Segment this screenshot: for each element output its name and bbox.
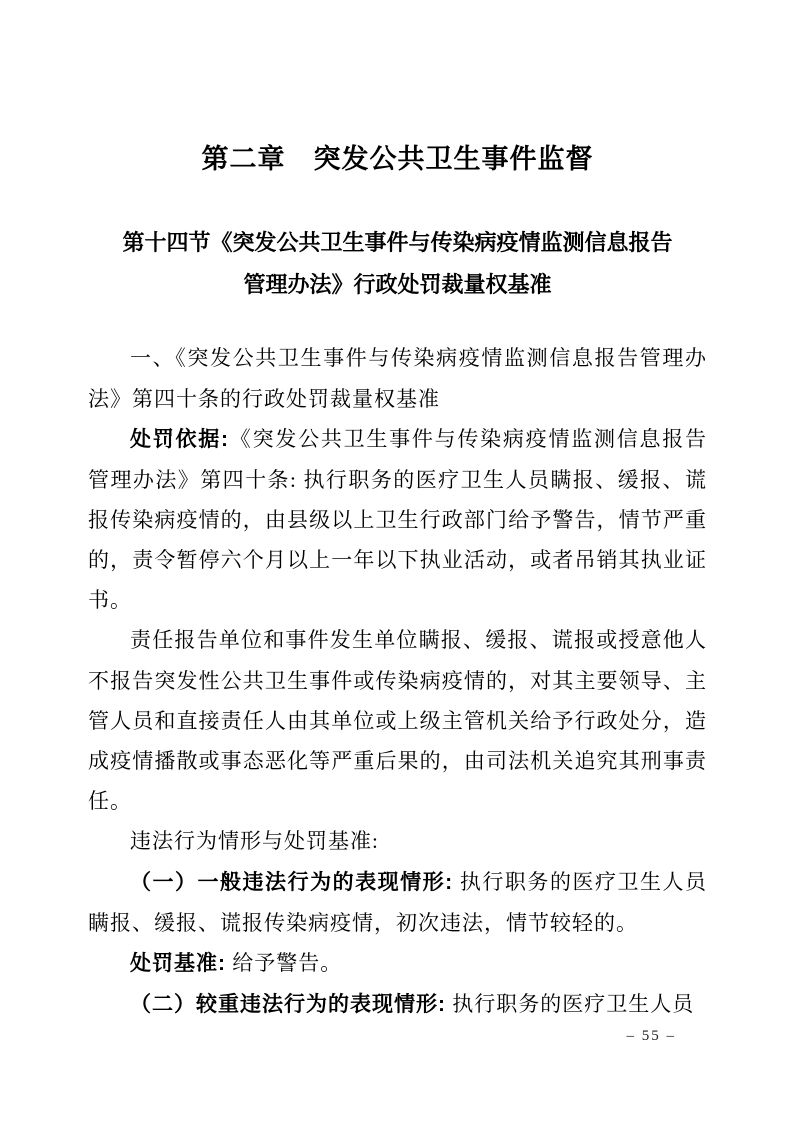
paragraph-lead: 处罚基准: [130,952,226,975]
section-title-line2: 管理办法》行政处罚裁量权基准 [243,272,552,297]
paragraph-text: 执行职务的医疗卫生人员瞒报、缓报、谎报传染病疫情，初次违法，情节较轻的。 [88,870,707,935]
paragraph-general-violation [88,862,707,943]
paragraph-text: 一、《突发公共卫生事件与传染病疫情监测信息报告管理办法》第四十条的行政处罚裁量权基准 [88,346,707,411]
paragraph-text: 违法行为情形与处罚基准: [130,829,379,853]
paragraph-text: 《突发公共卫生事件与传染病疫情监测信息报告管理办法》第四十条: 执行职务的医疗卫生人员瞒报、缓报、谎报传染病疫情的，由县级以上卫生行政部门给予警告，情节严重的，责令暂停六个月以上一年以下执业活动，或者吊销其执业证书。 [88,427,708,612]
section-title-line1: 第十四节《突发公共卫生事件与传染病疫情监测信息报告 [122,230,673,255]
paragraph-situations-heading [88,821,707,862]
paragraph-lead: （二）较重违法行为的表现情形: [130,993,446,1016]
chapter-title: 第二章 突发公共卫生事件监督 [201,144,594,174]
section-title [88,222,707,306]
paragraph-penalty-standard [88,943,707,984]
paragraph-serious-violation [88,984,707,1025]
paragraph-lead: 处罚依据: [130,428,230,451]
paragraph-penalty-basis [88,419,707,620]
body-text [88,338,707,1025]
paragraph-responsibility [88,620,707,821]
paragraph-text: 执行职务的医疗卫生人员 [446,992,695,1016]
paragraph-lead: （一）一般违法行为的表现情形: [130,871,454,894]
paragraph-text: 责任报告单位和事件发生单位瞒报、缓报、谎报或授意他人不报告突发性公共卫生事件或传染病疫情的，对其主要领导、主管人员和直接责任人由其单位或上级主管机关给予行政处分，造成疫情播散或事态恶化等严重后果的，由司法机关追究其刑事责任。 [88,628,707,813]
paragraph-intro [88,338,707,419]
page-number: – 55 – [626,1028,676,1044]
paragraph-text: 给予警告。 [226,951,343,975]
